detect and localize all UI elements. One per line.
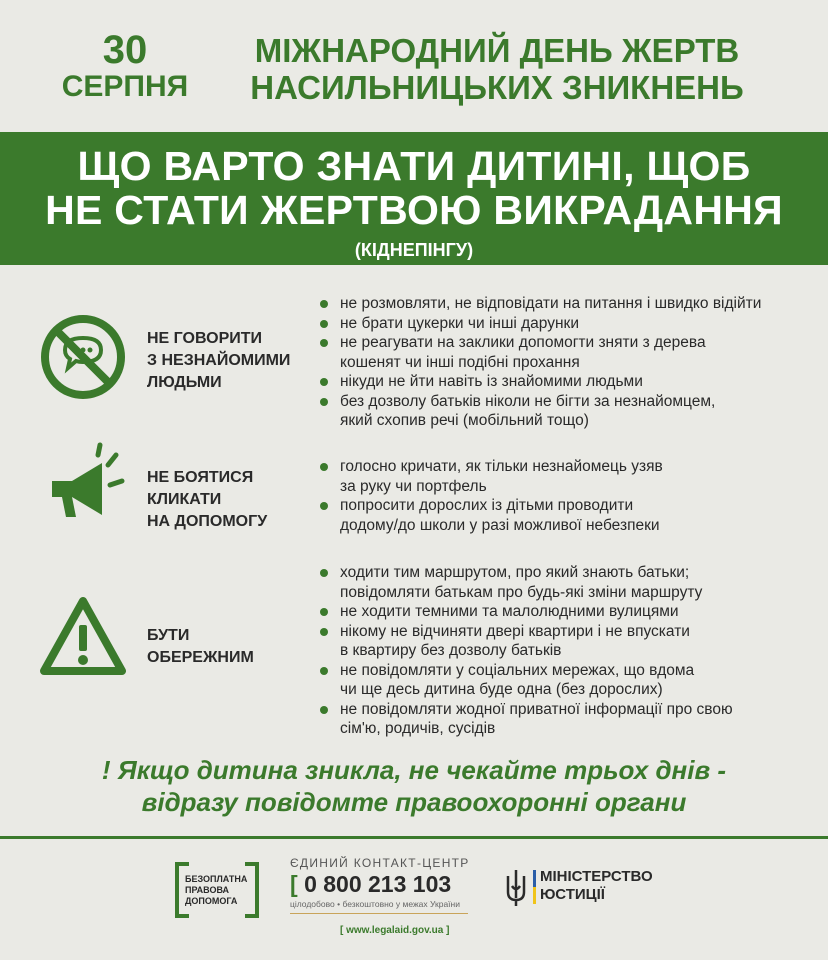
contact-note: цілодобово • безкоштовно у межах України: [290, 899, 460, 909]
contact-underline: [290, 913, 468, 914]
flag-bar: [533, 870, 536, 904]
headline: [0, 132, 828, 232]
list-item: ходити тим маршрутом, про який знають батьки; повідомляти батькам про будь-які зміни маршруту: [318, 563, 808, 602]
bullet-list: [318, 294, 808, 431]
label-line: БУТИ: [147, 627, 190, 644]
headline-line1: ЩО ВАРТО ЗНАТИ ДИТИНІ, ЩОБ: [77, 143, 751, 189]
list-item: не ходити темними та малолюдними вулицями: [318, 602, 808, 622]
section-call-for-help: [0, 455, 828, 545]
headline-banner: [0, 132, 828, 265]
contact-title: ЄДИНИЙ КОНТАКТ-ЦЕНТР: [290, 856, 470, 870]
ministry-name: МІНІСТЕРСТВО ЮСТИЦІЇ: [540, 868, 653, 903]
section-no-talking: [0, 290, 828, 440]
headline-line2: НЕ СТАТИ ЖЕРТВОЮ ВИКРАДАННЯ: [45, 187, 783, 233]
section-label: [147, 625, 307, 669]
warning-icon: [38, 593, 128, 683]
label-line: НЕ ГОВОРИТИ: [147, 330, 263, 347]
trident-icon: [505, 868, 527, 908]
list-item: голосно кричати, як тільки незнайомець узяв за руку чи портфель: [318, 457, 808, 496]
no-talking-icon: [38, 312, 128, 402]
warning-line2: відразу повідомте правоохоронні органи: [141, 787, 687, 817]
label-line: НА ДОПОМОГУ: [147, 513, 268, 530]
label-line: КЛИКАТИ: [147, 491, 222, 508]
section-label: [147, 328, 307, 394]
label-line: ЛЮДЬМИ: [147, 374, 222, 391]
list-item: нікому не відчиняти двері квартири і не впускати в квартиру без дозволу батьків: [318, 622, 808, 661]
list-item: не брати цукерки чи інші дарунки: [318, 314, 808, 334]
headline-subtitle: (КІДНЕПІНГУ): [354, 240, 474, 260]
section-be-careful: [0, 563, 828, 743]
label-line: З НЕЗНАЙОМИМИ: [147, 352, 291, 369]
date-block: [55, 30, 195, 104]
legal-aid-text: БЕЗОПЛАТНА ПРАВОВА ДОПОМОГА: [185, 874, 248, 906]
date-month: СЕРПНЯ: [61, 70, 189, 103]
legal-aid-logo: [175, 862, 259, 918]
list-item: не розмовляти, не відповідати на питання і швидко відійти: [318, 294, 808, 314]
bullet-list: [318, 563, 808, 739]
bullet-list: [318, 457, 808, 535]
list-item: не повідомляти у соціальних мережах, що вдома чи ще десь дитина буде одна (без дорослих): [318, 661, 808, 700]
divider: [0, 836, 828, 839]
event-title-line1: МІЖНАРОДНИЙ ДЕНЬ ЖЕРТВ: [254, 32, 740, 69]
website-link[interactable]: [ www.legalaid.gov.ua ]: [340, 925, 450, 936]
list-item: нікуди не йти навіть із знайомими людьми: [318, 372, 808, 392]
contact-center: [290, 856, 480, 914]
date-day: 30: [102, 28, 148, 72]
event-title-line2: НАСИЛЬНИЦЬКИХ ЗНИКНЕНЬ: [250, 69, 744, 106]
list-item: без дозволу батьків ніколи не бігти за незнайомцем, який схопив речі (мобільний тощо): [318, 392, 808, 431]
section-label: [147, 467, 307, 533]
label-line: ОБЕРЕЖНИМ: [147, 649, 254, 666]
list-item: не реагувати на заклики допомогти зняти з дерева кошенят чи інші подібні прохання: [318, 333, 808, 372]
phone-number[interactable]: [ 0 800 213 103: [290, 871, 452, 897]
list-item: попросити дорослих із дітьми проводити додому/до школи у разі можливої небезпеки: [318, 496, 808, 535]
list-item: не повідомляти жодної приватної інформації про свою сім'ю, родичів, сусідів: [318, 700, 808, 739]
event-title: [222, 32, 772, 106]
warning-line1: ! Якщо дитина зникла, не чекайте трьох днів -: [101, 755, 727, 785]
warning-message: [0, 754, 828, 818]
megaphone-icon: [38, 441, 128, 531]
label-line: НЕ БОЯТИСЯ: [147, 469, 254, 486]
